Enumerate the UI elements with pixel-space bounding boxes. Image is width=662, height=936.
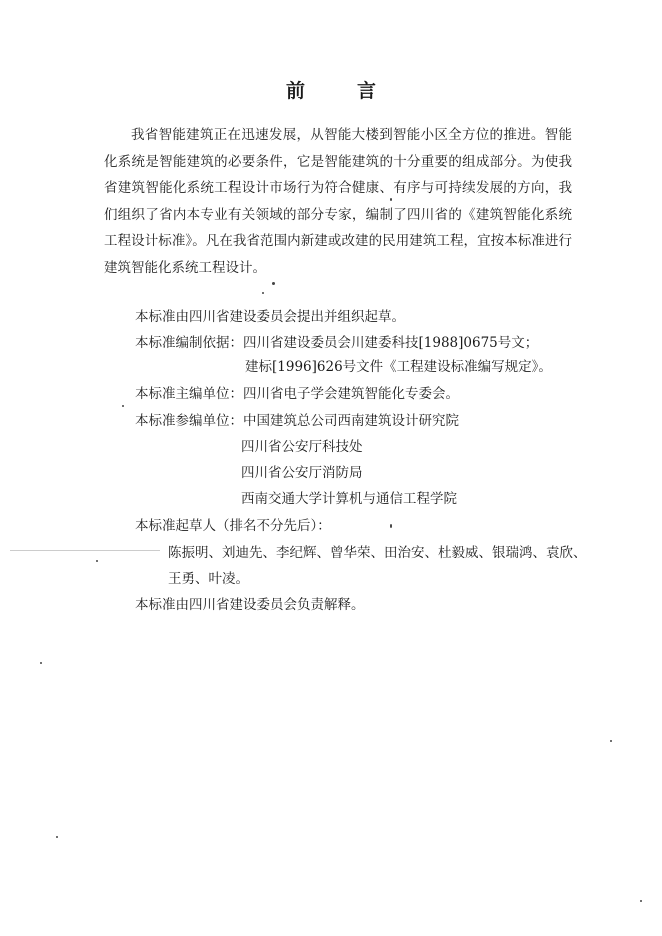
- participant-unit: 西南交通大学计算机与通信工程学院: [241, 491, 457, 507]
- basis-item-1: 四川省建设委员会川建委科技[1988]0675号文；: [243, 335, 539, 351]
- participants-line-1: [135, 411, 459, 431]
- basis-line-1: [135, 333, 538, 353]
- participant-unit: 四川省公安厅科技处: [241, 439, 363, 455]
- interpretation-line: 本标准由四川省建设委员会负责解释。: [135, 597, 365, 613]
- participant-unit: 中国建筑总公司西南建筑设计研究院: [243, 413, 459, 429]
- chief-unit-line: [135, 384, 459, 404]
- scan-line: [10, 550, 160, 551]
- scan-speck: [390, 198, 392, 201]
- scan-speck: [96, 560, 98, 562]
- title-char-1: 前: [285, 80, 305, 102]
- title-char-2: 言: [357, 80, 377, 102]
- drafters-line-2: 王勇、叶凌。: [168, 571, 249, 587]
- scan-speck: [640, 900, 642, 902]
- proposed-by-line: 本标准由四川省建设委员会提出并组织起草。: [135, 309, 405, 325]
- participants-label: 本标准参编单位：: [135, 413, 243, 429]
- chief-unit: 四川省电子学会建筑智能化专委会。: [243, 386, 459, 402]
- scan-speck: [56, 836, 58, 838]
- participant-unit: 四川省公安厅消防局: [241, 465, 363, 481]
- drafters-line-1: 陈振明、刘迪先、李纪辉、曾华荣、田治安、杜毅威、银瑞鸿、袁欣、: [168, 545, 587, 561]
- scan-speck: [262, 292, 264, 294]
- basis-item-2: 建标[1996]626号文件《工程建设标准编写规定》。: [245, 359, 552, 375]
- basis-label: 本标准编制依据：: [135, 335, 243, 351]
- drafters-label: 本标准起草人（排名不分先后）：: [135, 518, 331, 534]
- scan-speck: [610, 740, 612, 742]
- chief-label: 本标准主编单位：: [135, 386, 243, 402]
- scan-speck: [390, 524, 392, 528]
- scan-speck: [272, 282, 275, 285]
- scan-speck: [40, 662, 42, 664]
- scan-speck: [122, 405, 124, 407]
- page-title: [0, 76, 662, 103]
- intro-paragraph: 我省智能建筑正在迅速发展，从智能大楼到智能小区全方位的推进。智能化系统是智能建筑的必要条件，它是智能建筑的十分重要的组成部分。为使我省建筑智能化系统工程设计市场行为符合健康、有序与可持续发展的方向，我们组织了省内本专业有关领域的部分专家，编制了四川省的《建筑智能化系统工程设计标准》。凡在我省范围内新建或改建的民用建筑工程，宜按本标准进行建筑智能化系统工程设计。: [104, 127, 572, 276]
